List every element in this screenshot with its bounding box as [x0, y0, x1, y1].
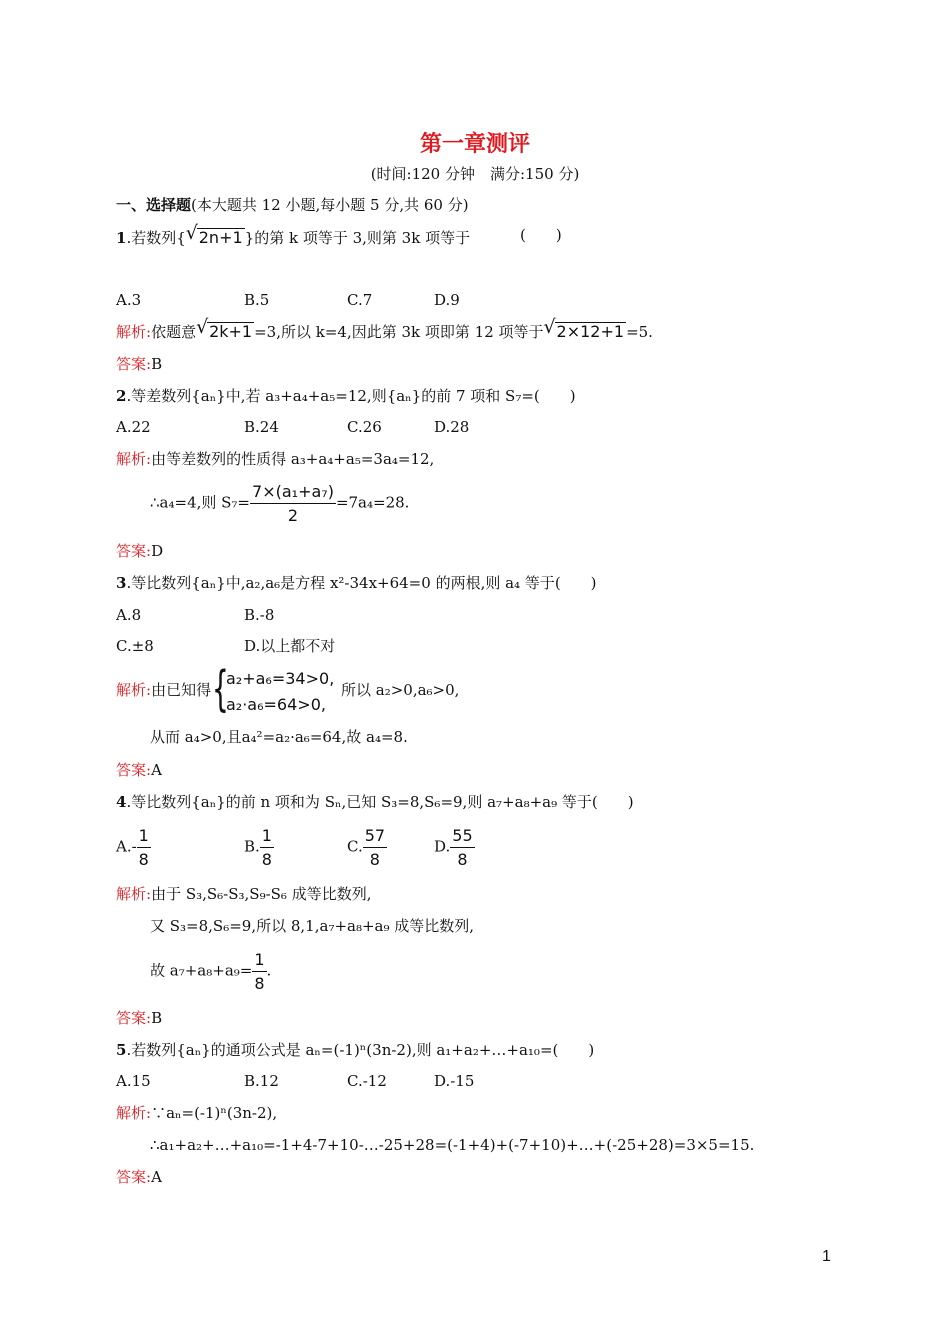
analysis-4-line3: 故 a₇+a₈+a₉= $\frac{1}{8}$ . — [150, 950, 272, 993]
page-number: 1 — [822, 1248, 831, 1265]
analysis-1: 解析:依题意 √ 2k+1 =3,所以 k=4,因此第 3k 项即第 12 项等于 √ 2×12+1 =5. — [116, 316, 653, 341]
analysis-2-line2: ∴a₄=4,则 S₇= $\frac{\text{7×(a₁+a₇)}}{2}$ =7a₄=28. — [150, 482, 410, 525]
option-c: C. $\frac{57}{8}$ — [347, 826, 386, 869]
option-a: A.22 — [116, 418, 151, 436]
sqrt-expression: √ 2n+1 — [185, 222, 243, 247]
analysis-4-line2: 又 S₃=8,S₆=9,所以 8,1,a₇+a₈+a₉ 成等比数列, — [150, 917, 475, 935]
option-d: D.28 — [434, 418, 470, 436]
option-c: C.-12 — [347, 1072, 387, 1090]
question-1: 1.若数列{ √ 2n+1 }的第 k 项等于 3,则第 3k 项等于 — [116, 222, 471, 247]
answer-paren: ( ) — [520, 226, 562, 244]
option-c: C.26 — [347, 418, 382, 436]
option-d: D.以上都不对 — [244, 637, 336, 655]
answer-3: 答案:A — [116, 761, 162, 779]
option-b: B.12 — [244, 1072, 279, 1090]
fraction: $\frac{\text{7×(a₁+a₇)}}{2}$ — [252, 482, 334, 525]
option-c: C.7 — [347, 291, 373, 309]
option-b: B.24 — [244, 418, 279, 436]
analysis-3-cont: 所以 a₂>0,a₆>0, — [341, 681, 460, 699]
answer-2: 答案:D — [116, 542, 164, 560]
option-a: A.- $\frac{1}{8}$ — [116, 826, 149, 869]
page-title: 第一章测评 — [419, 131, 530, 157]
option-b: B.5 — [244, 291, 270, 309]
question-5: 5.若数列{aₙ}的通项公式是 aₙ=(-1)ⁿ(3n-2),则 a₁+a₂+…+a₁₀=( ) — [116, 1041, 595, 1059]
question-4: 4.等比数列{aₙ}的前 n 项和为 Sₙ,已知 S₃=8,S₆=9,则 a₇+a₈+a₉ 等于( ) — [116, 793, 634, 811]
equation-line-1: a₂+a₆=34>0, — [226, 669, 335, 688]
option-d: D.9 — [434, 291, 460, 309]
answer-4: 答案:B — [116, 1009, 163, 1027]
option-a: A.8 — [116, 606, 142, 624]
analysis-2: 解析:由等差数列的性质得 a₃+a₄+a₅=3a₄=12, — [116, 450, 435, 468]
section-heading: 一、选择题(本大题共 12 小题,每小题 5 分,共 60 分) — [116, 196, 469, 214]
option-d: D.-15 — [434, 1072, 475, 1090]
analysis-5-line2: ∴a₁+a₂+…+a₁₀=-1+4-7+10-…-25+28=(-1+4)+(-7+10)+…+(-25+28)=3×5=15. — [150, 1136, 755, 1154]
analysis-3-line2: 从而 a₄>0,且a₄²=a₂·a₆=64,故 a₄=8. — [150, 728, 408, 746]
analysis-4: 解析:由于 S₃,S₆-S₃,S₉-S₆ 成等比数列, — [116, 885, 372, 903]
option-a: A.15 — [116, 1072, 151, 1090]
equation-line-2: a₂·a₆=64>0, — [226, 695, 326, 714]
option-b: B.-8 — [244, 606, 275, 624]
answer-5: 答案:A — [116, 1168, 162, 1186]
left-brace: { — [212, 661, 229, 717]
option-c: C.±8 — [116, 637, 154, 655]
analysis-5: 解析:∵aₙ=(-1)ⁿ(3n-2), — [116, 1104, 278, 1122]
analysis-3: 解析:由已知得 — [116, 681, 212, 699]
question-2: 2.等差数列{aₙ}中,若 a₃+a₄+a₅=12,则{aₙ}的前 7 项和 S₇=( ) — [116, 387, 576, 405]
answer-1: 答案:B — [116, 355, 163, 373]
option-b: B. $\frac{1}{8}$ — [244, 826, 272, 869]
option-d: D. $\frac{55}{8}$ — [434, 826, 473, 869]
option-a: A.3 — [116, 291, 142, 309]
exam-info: (时间:120 分钟 满分:150 分) — [370, 165, 580, 183]
question-3: 3.等比数列{aₙ}中,a₂,a₆是方程 x²-34x+64=0 的两根,则 a₄ 等于( ) — [116, 574, 597, 592]
